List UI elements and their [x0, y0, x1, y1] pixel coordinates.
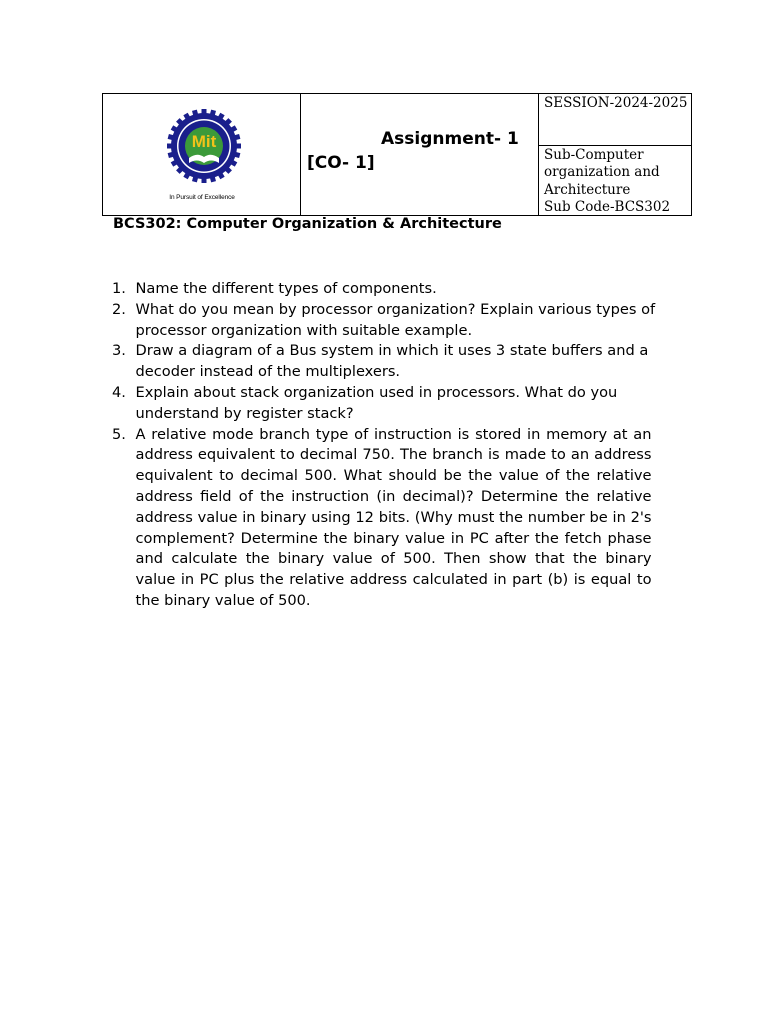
question-item [112, 341, 672, 383]
question-text: Draw a diagram of a Bus system in which it uses 3 state buffers and a decoder instead of the multiplexers. [135, 342, 649, 381]
question-text: Name the different types of components. [135, 280, 437, 297]
gear-tooth [202, 109, 207, 115]
gear-tooth [235, 144, 241, 149]
logo-text: Mit [191, 132, 217, 151]
question-text: A relative mode branch type of instruction is stored in memory at an address equivalent to decimal 750. The branch is made to an address equivalent to decimal 500. What should be the value of the relative address field of the instruction (in decimal)? Determine the relative address value in binary using 12 bits. (Why must the number be in 2's complement? Determine the binary value in PC after the fetch phase and calculate the binary value of 500. Then show that the binary value in PC plus the relative address calculated in part (b) is equal to the binary value of 500. [135, 425, 652, 609]
subject-line: Sub-Computer [544, 147, 644, 163]
question-number: 1. [112, 280, 126, 297]
gear-tooth [167, 144, 173, 149]
gear-tooth [202, 177, 207, 183]
subject-code: Sub Code-BCS302 [544, 198, 671, 215]
question-item [112, 383, 672, 425]
question-number: 4. [112, 383, 126, 401]
co-label: [CO- 1] [307, 153, 375, 173]
question-list [112, 279, 672, 612]
course-title: BCS302: Computer Organization & Architecture [113, 216, 502, 232]
session-cell [539, 94, 691, 146]
header-table [102, 93, 692, 216]
question-item [112, 425, 672, 612]
question-number: 5. [112, 425, 126, 443]
assignment-title: Assignment- 1 [381, 129, 519, 149]
subject-line: Architecture [544, 181, 631, 198]
question-text: What do you mean by processor organization? Explain various types of processor organization with suitable example. [135, 300, 656, 339]
session-text: SESSION-2024-2025 [544, 95, 688, 111]
subject-text [544, 147, 692, 216]
logo-cell [103, 94, 301, 215]
question-item [112, 300, 672, 342]
logo-caption: In Pursuit of Excellence [169, 194, 235, 201]
subject-line: organization and [544, 164, 660, 181]
mit-logo-icon [167, 100, 241, 200]
question-number: 2. [112, 300, 126, 318]
title-cell [301, 94, 539, 215]
question-text: Explain about stack organization used in processors. What do you understand by register stack? [135, 383, 618, 422]
question-number: 3. [112, 342, 126, 360]
question-item [112, 279, 672, 300]
subject-cell [539, 146, 691, 215]
